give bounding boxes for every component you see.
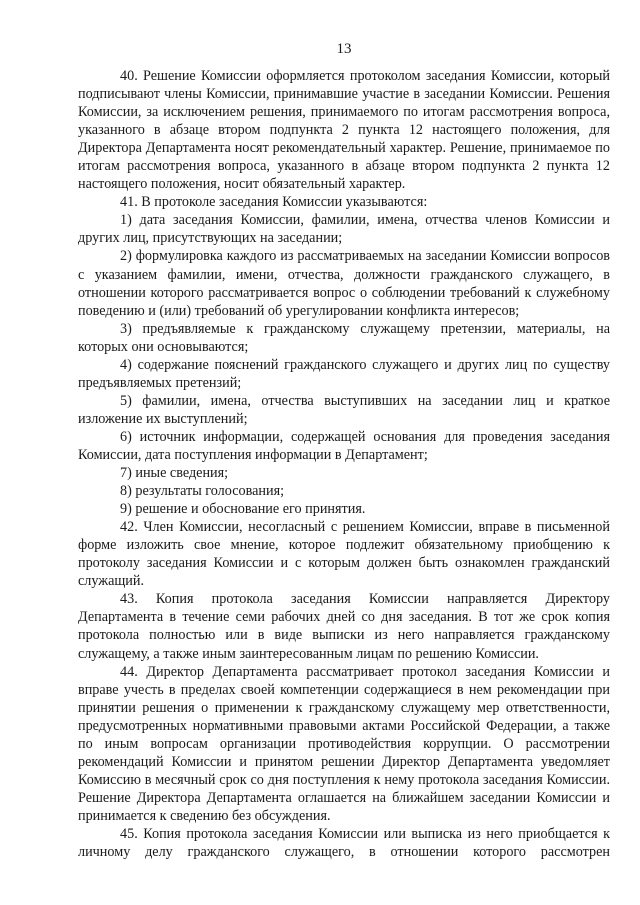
page-number: 13 (336, 41, 352, 57)
paragraph: 9) решение и обоснование его принятия. (120, 501, 366, 518)
paragraph: 41. В протоколе заседания Комиссии указываются: (120, 194, 428, 211)
paragraph: 3) предъявляемые к гражданскому служащему претензии, материалы, на которых они основываются; (78, 320, 610, 355)
paragraph: 2) формулировка каждого из рассматриваемых на заседании Комиссии вопросов с указанием фамилии, имени, отчества, должности гражданского служащего, в отношении которого рассматривается вопрос о соблюдении требований к служебному поведению и (или) требований об урегулировании конфликта интересов; (78, 248, 610, 319)
paragraph: 5) фамилии, имена, отчества выступивших на заседании лиц и краткое изложение их выступлений; (78, 392, 610, 427)
paragraph: 6) источник информации, содержащей основания для проведения заседания Комиссии, дата поступления информации в Департамент; (78, 428, 610, 463)
document-page (78, 40, 610, 861)
paragraph: 44. Директор Департамента рассматривает протокол заседания Комиссии и вправе учесть в пределах своей компетенции содержащиеся в нем рекомендации при принятии решения о применении к гражданскому служащему мер ответственности, предусмотренных нормативными правовыми актами Российской Федерации, а также по иным вопросам организации противодействия коррупции. О рассмотрении рекомендаций Комиссии и принятом решении Директор Департамента уведомляет Комиссию в месячный срок со дня поступления к нему протокола заседания Комиссии. Решение Директора Департамента оглашается на ближайшем заседании Комиссии и принимается к сведению без обсуждения. (78, 663, 610, 824)
paragraph: 43. Копия протокола заседания Комиссии направляется Директору Департамента в течение семи рабочих дней со дня заседания. В тот же срок копия протокола полностью или в виде выписки из него направляется гражданскому служащему, а также иным заинтересованным лицам по решению Комиссии. (78, 591, 610, 662)
paragraph: 1) дата заседания Комиссии, фамилии, имена, отчества членов Комиссии и других лиц, присутствующих на заседании; (78, 212, 610, 247)
paragraph: 40. Решение Комиссии оформляется протоколом заседания Комиссии, который подписывают члены Комиссии, принимавшие участие в заседании Комиссии. Решения Комиссии, за исключением решения, принимаемого по итогам рассмотрения вопроса, указанного в абзаце втором подпункта 2 пункта 12 настоящего положения, для Директора Департамента носят рекомендательный характер. Решение, принимаемое по итогам рассмотрения вопроса, указанного в абзаце втором подпункта 2 пункта 12 настоящего положения, носит обязательный характер. (78, 68, 610, 193)
paragraph: 7) иные сведения; (120, 465, 229, 482)
document-body (78, 67, 610, 861)
paragraph: 4) содержание пояснений гражданского служащего и других лиц по существу предъявляемых претензий; (78, 356, 610, 391)
paragraph: 42. Член Комиссии, несогласный с решением Комиссии, вправе в письменной форме изложить свое мнение, которое подлежит обязательному приобщению к протоколу заседания Комиссии и с которым должен быть ознакомлен гражданский служащий. (78, 519, 610, 590)
paragraph: 45. Копия протокола заседания Комиссии или выписка из него приобщается к личному делу гражданского служащего, в отношении которого рассмотрен (78, 825, 610, 861)
paragraph: 8) результаты голосования; (120, 483, 285, 500)
